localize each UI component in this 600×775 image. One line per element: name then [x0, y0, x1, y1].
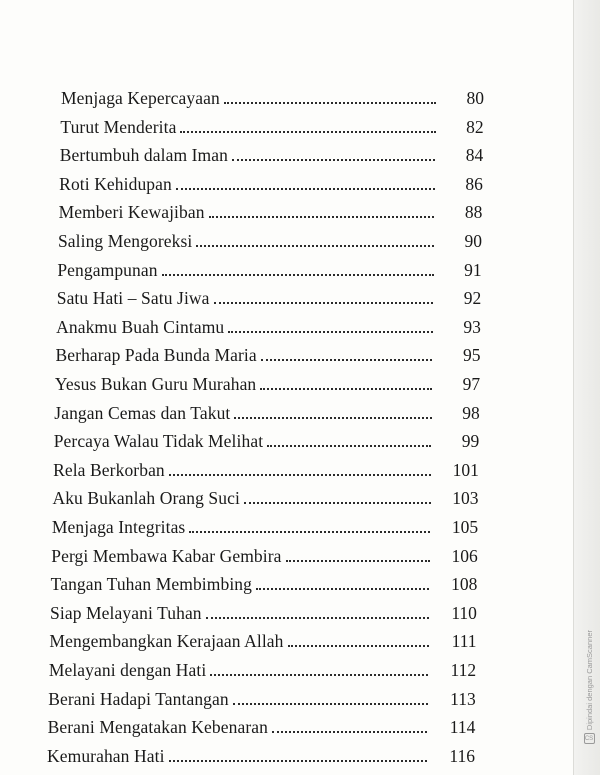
toc-dot-leader — [169, 474, 431, 476]
toc-entry — [51, 542, 477, 566]
toc-entry-page: 90 — [464, 231, 483, 251]
toc-dot-leader — [256, 588, 429, 590]
toc-entry-page: 99 — [461, 431, 480, 452]
toc-dot-leader — [210, 674, 428, 676]
toc-dot-leader — [286, 560, 430, 562]
toc-entry-page: 101 — [452, 459, 479, 480]
toc-dot-leader — [209, 216, 435, 218]
toc-dot-leader — [224, 102, 436, 104]
toc-entry-page: 114 — [449, 717, 476, 738]
toc-entry — [51, 570, 478, 594]
toc-entry-title: Percaya Walau Tidak Melihat — [53, 431, 264, 452]
toc-entry — [52, 513, 478, 537]
toc-dot-leader — [176, 188, 435, 190]
toc-entry-title: Rela Berkorban — [53, 459, 165, 480]
toc-entry-title: Pengampunan — [57, 259, 158, 280]
toc-entry — [56, 341, 481, 365]
toc-entry — [53, 456, 479, 480]
toc-entry-title: Menjaga Kepercayaan — [61, 88, 220, 108]
toc-entry-title: Tangan Tuhan Membimbing — [50, 574, 252, 595]
toc-entry-title: Jangan Cemas dan Takut — [54, 402, 231, 423]
toc-entry — [59, 198, 483, 222]
toc-dot-leader — [260, 388, 432, 390]
toc-entry-title: Memberi Kewajiban — [58, 202, 205, 223]
toc-entry-page: 84 — [465, 145, 484, 166]
toc-entry-title: Saling Mengoreksi — [57, 231, 193, 251]
toc-entry-title: Berani Mengatakan Kebenaran — [47, 717, 268, 738]
toc-entry-title: Pergi Membawa Kabar Gembira — [51, 545, 282, 566]
toc-entry-page: 113 — [450, 688, 476, 709]
toc-dot-leader — [169, 760, 427, 762]
toc-dot-leader — [272, 731, 427, 733]
toc-entry — [56, 313, 481, 337]
toc-entry — [55, 370, 480, 394]
toc-entry-title: Aku Bukanlah Orang Suci — [52, 488, 240, 509]
toc-entry — [61, 84, 484, 108]
toc-dot-leader — [162, 274, 434, 276]
toc-entry — [49, 627, 476, 651]
toc-entry-page: 88 — [464, 202, 483, 223]
toc-entry-page: 111 — [451, 631, 477, 652]
toc-entry — [59, 170, 483, 194]
toc-entry-title: Kemurahan Hati — [47, 745, 165, 766]
toc-entry-page: 112 — [450, 660, 477, 680]
toc-dot-leader — [189, 531, 430, 533]
toc-dot-leader — [288, 645, 429, 647]
toc-entry-page: 93 — [463, 316, 481, 337]
toc-dot-leader — [196, 245, 434, 247]
toc-dot-leader — [261, 359, 433, 361]
toc-entry-page: 106 — [451, 545, 478, 566]
toc-entry-title: Berharap Pada Bunda Maria — [55, 345, 257, 366]
toc-entry — [50, 599, 477, 623]
toc-entry-title: Menjaga Integritas — [51, 517, 186, 537]
watermark-text: Dipindai dengan CamScanner — [584, 630, 594, 731]
toc-dot-leader — [267, 445, 431, 447]
toc-dot-leader — [244, 502, 431, 504]
toc-entry-title: Siap Melayani Tuhan — [50, 602, 202, 623]
camscanner-logo-icon: CS — [584, 733, 595, 744]
toc-entry — [60, 113, 483, 137]
toc-entry-page: 110 — [451, 602, 477, 623]
toc-entry-page: 86 — [465, 173, 483, 194]
toc-entry-page: 80 — [466, 88, 484, 108]
toc-entry-title: Turut Menderita — [60, 116, 177, 137]
toc-entry-title: Berani Hadapi Tantangan — [48, 688, 229, 709]
toc-entry-title: Satu Hati – Satu Jiwa — [56, 288, 210, 309]
toc-entry-title: Anakmu Buah Cintamu — [56, 316, 225, 337]
toc-entry — [49, 656, 476, 680]
toc-entry-page: 98 — [462, 402, 480, 423]
toc-entry-page: 108 — [451, 574, 478, 595]
toc-entry-page: 97 — [462, 374, 481, 394]
toc-entry-title: Yesus Bukan Guru Murahan — [54, 374, 257, 394]
toc-entry-page: 116 — [449, 745, 475, 766]
toc-entry-page: 105 — [451, 517, 479, 537]
toc-entry-title: Melayani dengan Hati — [48, 660, 207, 680]
toc-dot-leader — [180, 131, 435, 133]
toc-entry — [60, 141, 483, 165]
toc-dot-leader — [214, 302, 434, 304]
toc-dot-leader — [206, 617, 429, 619]
toc-entry-title: Bertumbuh dalam Iman — [59, 145, 228, 166]
toc-dot-leader — [234, 417, 431, 419]
toc-entry-page: 103 — [452, 488, 479, 509]
toc-entry — [57, 284, 482, 308]
toc-entry-page: 91 — [464, 259, 482, 280]
toc-entry — [48, 713, 476, 737]
toc-entry-page: 95 — [462, 345, 481, 366]
toc-entry — [54, 399, 479, 423]
toc-entry — [54, 427, 480, 451]
toc-entry-title: Roti Kehidupan — [59, 173, 172, 194]
toc-entry — [57, 256, 481, 280]
toc-dot-leader — [232, 159, 435, 161]
toc-entry-page: 82 — [466, 116, 484, 137]
toc-dot-leader — [228, 331, 433, 333]
toc-dot-leader — [233, 703, 428, 705]
toc-entry — [52, 484, 478, 508]
camscanner-watermark — [582, 630, 596, 770]
toc-entry — [47, 742, 475, 766]
toc-entry-page: 92 — [463, 288, 482, 309]
toc-entry — [48, 685, 476, 709]
toc-entry — [58, 227, 482, 251]
toc-entry-title: Mengembangkan Kerajaan Allah — [49, 631, 284, 652]
